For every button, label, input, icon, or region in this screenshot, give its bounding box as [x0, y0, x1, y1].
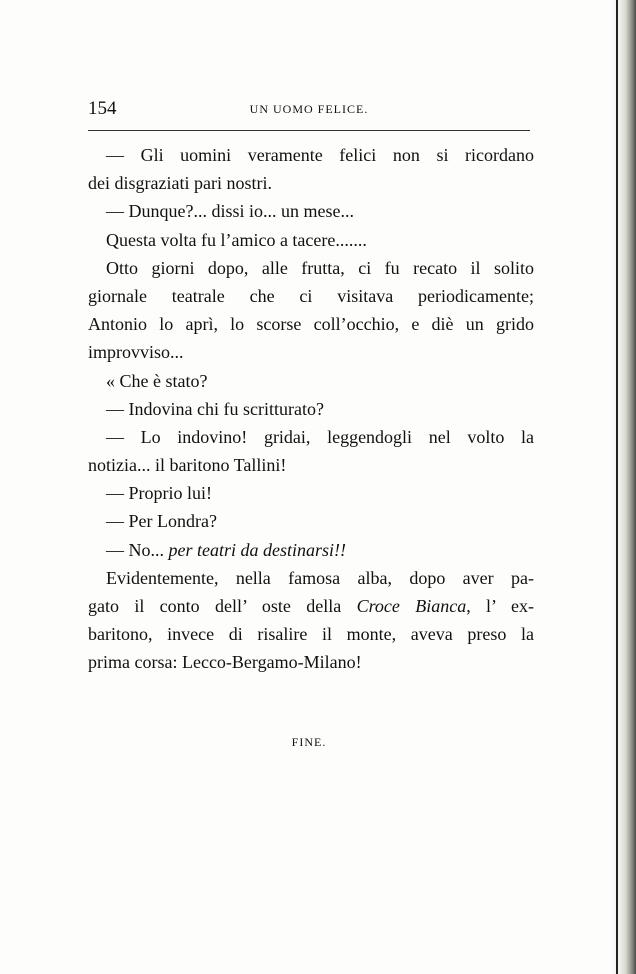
text-line-19: prima corsa: Lecco-Bergamo-Milano!: [88, 652, 362, 673]
text-line-6: giornale teatrale che ci visitava periodicamente;: [88, 285, 534, 306]
text-line-15-prefix: — No...: [106, 539, 169, 560]
text-line-11: — Lo indovino! gridai, leggendogli nel volto la: [106, 426, 534, 447]
text-line-12: notizia... il baritono Tallini!: [88, 455, 287, 476]
running-head: UN UOMO FELICE.: [249, 102, 369, 116]
text-line-13: — Proprio lui!: [106, 483, 212, 504]
text-line-5: Otto giorni dopo, alle frutta, ci fu recato il solito: [106, 257, 534, 278]
text-line-18: baritono, invece di risalire il monte, aveva preso la: [88, 624, 534, 645]
text-line-8: improvviso...: [88, 342, 184, 363]
page-edge-line: [616, 0, 618, 974]
text-line-7: Antonio lo aprì, lo scorse coll’occhio, e diè un grido: [88, 314, 534, 335]
page-header: [88, 98, 530, 124]
text-line-14: — Per Londra?: [106, 511, 217, 532]
text-line-16: Evidentemente, nella famosa alba, dopo aver pa-: [106, 567, 534, 588]
text-line-10: — Indovina chi fu scritturato?: [106, 398, 324, 419]
text-line-15-italic: per teatri da destinarsi!!: [168, 539, 346, 560]
text-line-4: Questa volta fu l’amico a tacere.......: [106, 229, 367, 250]
fine-label: FINE.: [291, 735, 327, 749]
text-line-17: [88, 592, 534, 620]
body-text: [88, 141, 534, 677]
page-number: 154: [88, 98, 117, 119]
header-rule: [88, 130, 530, 131]
text-line-17-before: gato il conto dell’ oste della: [88, 596, 357, 616]
page-edge-shadow: [610, 0, 636, 974]
text-line-2: dei disgraziati pari nostri.: [88, 173, 272, 194]
text-line-17-after: , l’ ex-: [466, 596, 534, 616]
text-line-1: — Gli uomini veramente felici non si ricordano: [106, 145, 534, 165]
text-line-17-italic: Croce Bianca: [356, 596, 467, 616]
text-line-3: — Dunque?... dissi io... un mese...: [106, 201, 354, 222]
text-line-15: [88, 536, 534, 564]
text-line-9: « Che è stato?: [106, 370, 208, 391]
